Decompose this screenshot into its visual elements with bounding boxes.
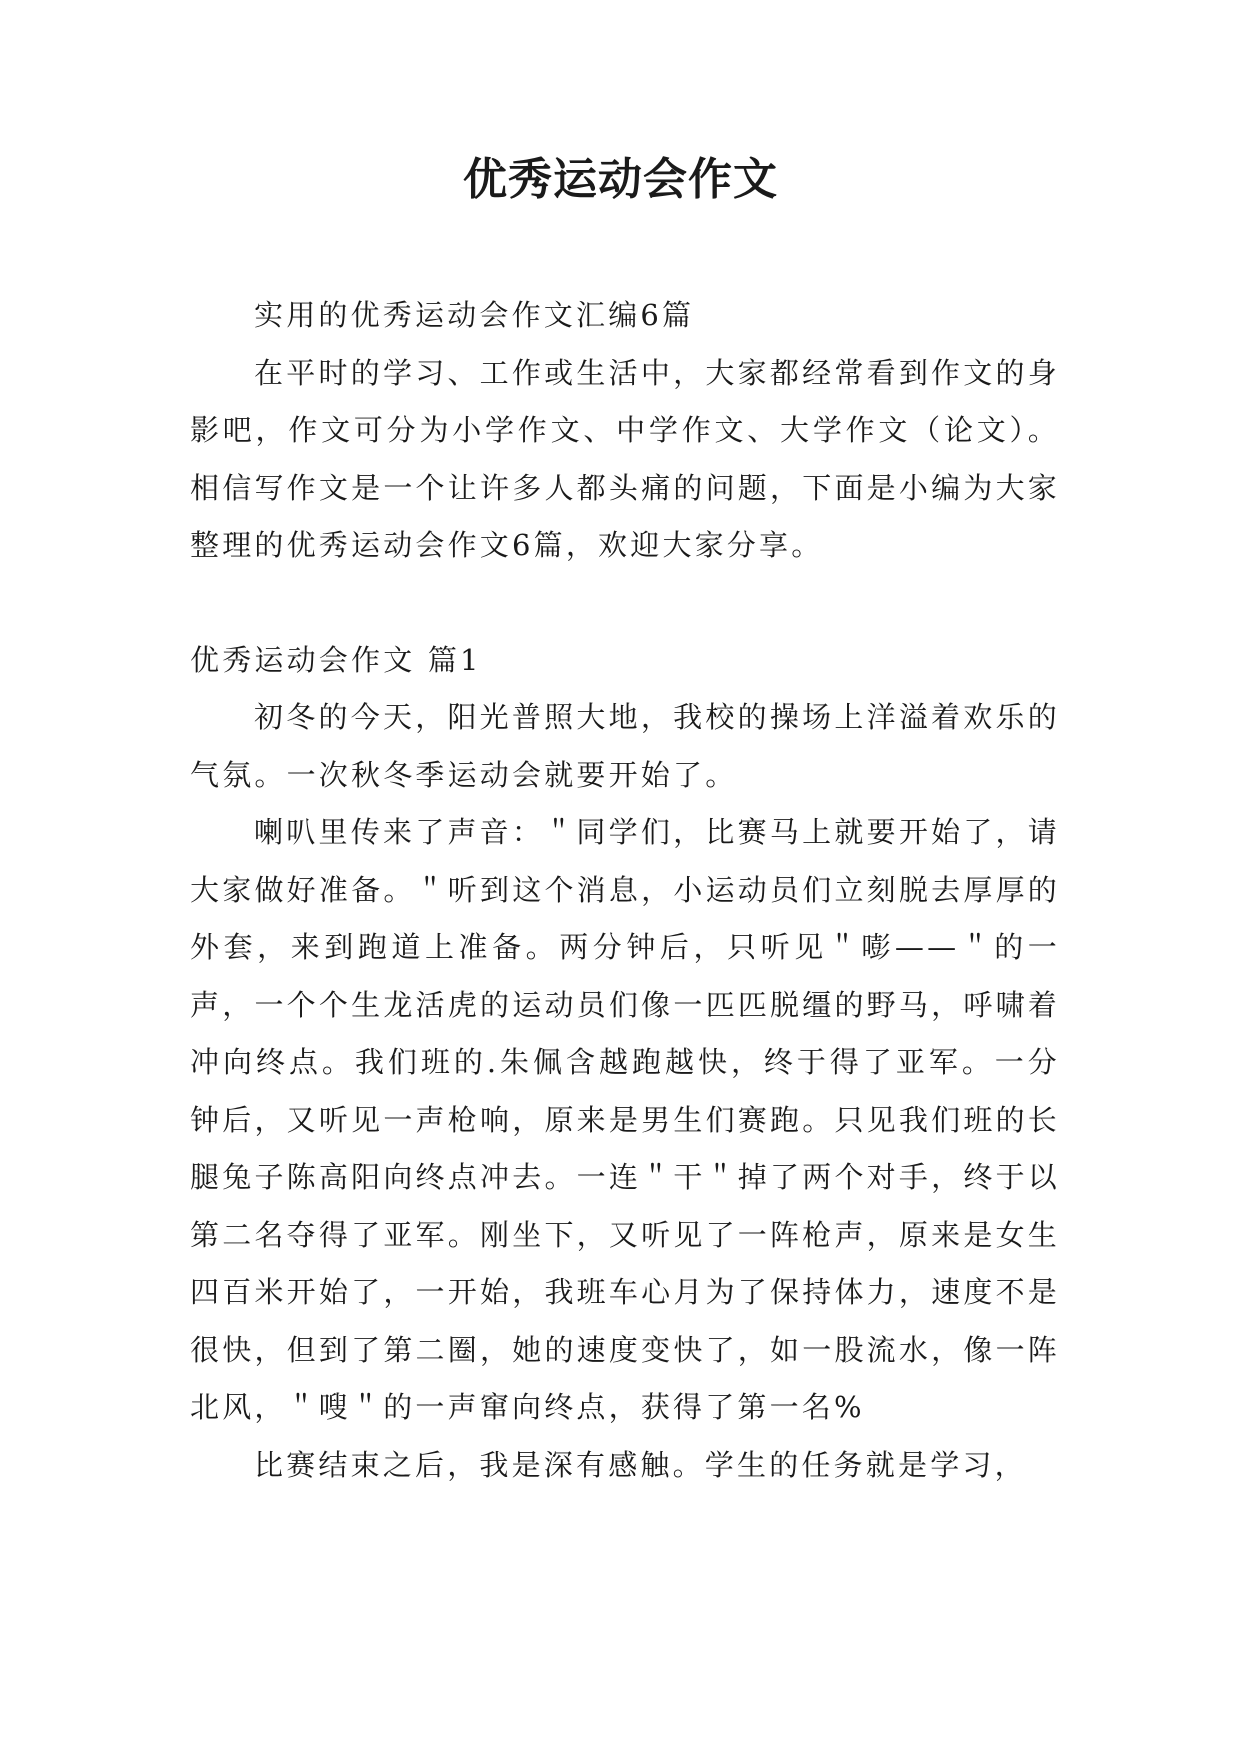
section-heading: 优秀运动会作文 篇1 (190, 642, 482, 677)
page-title: 优秀运动会作文 (463, 154, 778, 205)
document-body (190, 287, 1060, 1494)
body-paragraph: 初冬的今天，阳光普照大地，我校的操场上洋溢着欢乐的气氛。一次秋冬季运动会就要开始了。 (190, 700, 1060, 792)
body-paragraph: 喇叭里传来了声音：＂同学们，比赛马上就要开始了，请大家做好准备。＂听到这个消息，小运动员们立刻脱去厚厚的外套，来到跑道上准备。两分钟后，只听见＂嘭——＂的一声，一个个生龙活虎的运动员们像一匹匹脱缰的野马，呼啸着冲向终点。我们班的.朱佩含越跑越快，终于得了亚军。一分钟后，又听见一声枪响，原来是男生们赛跑。只见我们班的长腿兔子陈高阳向终点冲去。一连＂干＂掉了两个对手，终于以第二名夺得了亚军。刚坐下，又听见了一阵枪声，原来是女生四百米开始了，一开始，我班车心月为了保持体力，速度不是很快，但到了第二圈，她的速度变快了，如一股流水，像一阵北风，＂嗖＂的一声窜向终点，获得了第一名% (190, 815, 1060, 1424)
intro-paragraph: 在平时的学习、工作或生活中，大家都经常看到作文的身影吧，作文可分为小学作文、中学作文、大学作文（论文）。相信写作文是一个让许多人都头痛的问题，下面是小编为大家整理的优秀运动会作文6篇，欢迎大家分享。 (190, 355, 1060, 562)
subtitle-paragraph: 实用的优秀运动会作文汇编6篇 (254, 298, 695, 332)
body-paragraph: 比赛结束之后，我是深有感触。学生的任务就是学习， (254, 1447, 1027, 1482)
